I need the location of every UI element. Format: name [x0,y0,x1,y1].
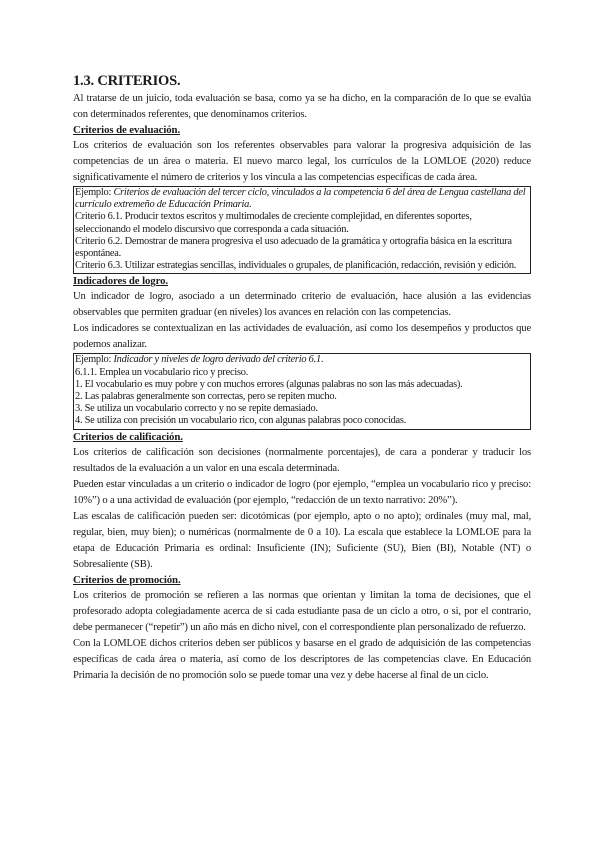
heading-indicadores-logro: Indicadores de logro. [73,275,168,288]
heading-criterios-calificacion: Criterios de calificación. [73,430,183,443]
example-box-logro [73,353,531,429]
document-page [73,72,531,684]
level-item: 4. Se utiliza con precisión un vocabulario rico, con algunas palabras poco conocidas. [75,415,407,427]
indicator-item: 6.1.1. Emplea un vocabulario rico y preciso. [75,366,249,378]
logro-paragraph-2: Los indicadores se contextualizan en las actividades de evaluación, así como los desempeños y productos que podemos analizar. [73,323,531,351]
section-title: 1.3. CRITERIOS. [73,73,181,89]
example-title-line: Ejemplo: Indicador y niveles de logro derivado del criterio 6.1. [75,354,324,366]
calificacion-paragraph-2: Pueden estar vinculadas a un criterio o indicador de logro (por ejemplo, “emplea un vocabulario rico y preciso: 10%”) o a una actividad de evaluación (por ejemplo, “redacción de un texto narrativo: 20%”). [73,478,531,506]
logro-paragraph-1: Un indicador de logro, asociado a un determinado criterio de evaluación, hace alusión a las evidencias observables que permiten graduar (en niveles) los avances en relación con las competencias. [73,291,531,319]
criterio-item: Criterio 6.2. Demostrar de manera progresiva el uso adecuado de la gramática y ortografía básica en la escritura espontánea. [75,235,512,260]
criterio-item: Criterio 6.3. Utilizar estrategias sencillas, individuales o grupales, de planificación, redacción, revisión y edición. [75,260,517,272]
level-item: 3. Se utiliza un vocabulario correcto y no se repite demasiado. [75,403,318,415]
heading-criterios-evaluacion: Criterios de evaluación. [73,124,181,136]
calificacion-paragraph-3: Las escalas de calificación pueden ser: dicotómicas (por ejemplo, apto o no apto); ordinales (muy mal, mal, regular, bien, muy bien); o numéricas (normalmente de 0 a 10). La escala que establece la LOMLOE para la etapa de Educación Primaria es ordinal: Insuficiente (IN); Suficiente (SU), Bien (BI), Notable (NT) o Sobresaliente (SB). [73,510,531,570]
example-title-line: Ejemplo: Criterios de evaluación del tercer ciclo, vinculados a la competencia 6 del área de Lengua castellana del currículo extremeño de Educación Primaria. [75,187,526,211]
heading-criterios-promocion: Criterios de promoción. [73,573,181,586]
example-title: Criterios de evaluación del tercer ciclo, vinculados a la competencia 6 del área de Lengua castellana del currículo extremeño de Educación Primaria [75,187,526,211]
level-item: 2. Las palabras generalmente son correctas, pero se repiten mucho. [75,391,337,403]
promocion-paragraph-2: Con la LOMLOE dichos criterios deben ser públicos y basarse en el grado de adquisición de las competencias específicas de cada área o materia, así como de los descriptores de las competencias clave. En Educación Primaria la decisión de no promoción solo se puede tomar una vez y debe hacerse al final de un ciclo. [73,637,531,681]
promocion-paragraph-1: Los criterios de promoción se refieren a las normas que orientan y limitan la toma de decisiones, que el profesorado adopta colegiadamente acerca de si cada estudiante pasa de un ciclo a otro, o si, por el contrario, debe permanecer (“repetir”) un año más en dicho nivel, con el correspondiente plan personalizado de refuerzo. [73,589,531,633]
example-title: Indicador y niveles de logro derivado del criterio 6.1 [113,354,321,366]
calificacion-paragraph-1: Los criterios de calificación son decisiones (normalmente porcentajes), de cara a ponderar y traducir los resultados de la evaluación a un valor en una escala determinada. [73,446,531,474]
level-item: 1. El vocabulario es muy pobre y con muchos errores (algunas palabras no son las más adecuadas). [75,378,463,390]
example-box-evaluacion [73,186,531,274]
intro-paragraph: Al tratarse de un juicio, toda evaluación se basa, como ya se ha dicho, en la comparación de lo que se evalúa con determinados referentes, que denominamos criterios. [73,93,531,120]
criterio-item: Criterio 6.1. Producir textos escritos y multimodales de creciente complejidad, en diferentes soportes, seleccionando el modelo discursivo que corresponda a cada situación. [75,211,472,235]
evaluacion-paragraph: Los criterios de evaluación son los referentes observables para valorar la progresiva adquisición de las competencias de un área o materia. El nuevo marco legal, los currículos de la LOMLOE (2020) reduce significativamente el número de criterios y los vincula a las competencias específicas de cada área. [73,140,531,183]
